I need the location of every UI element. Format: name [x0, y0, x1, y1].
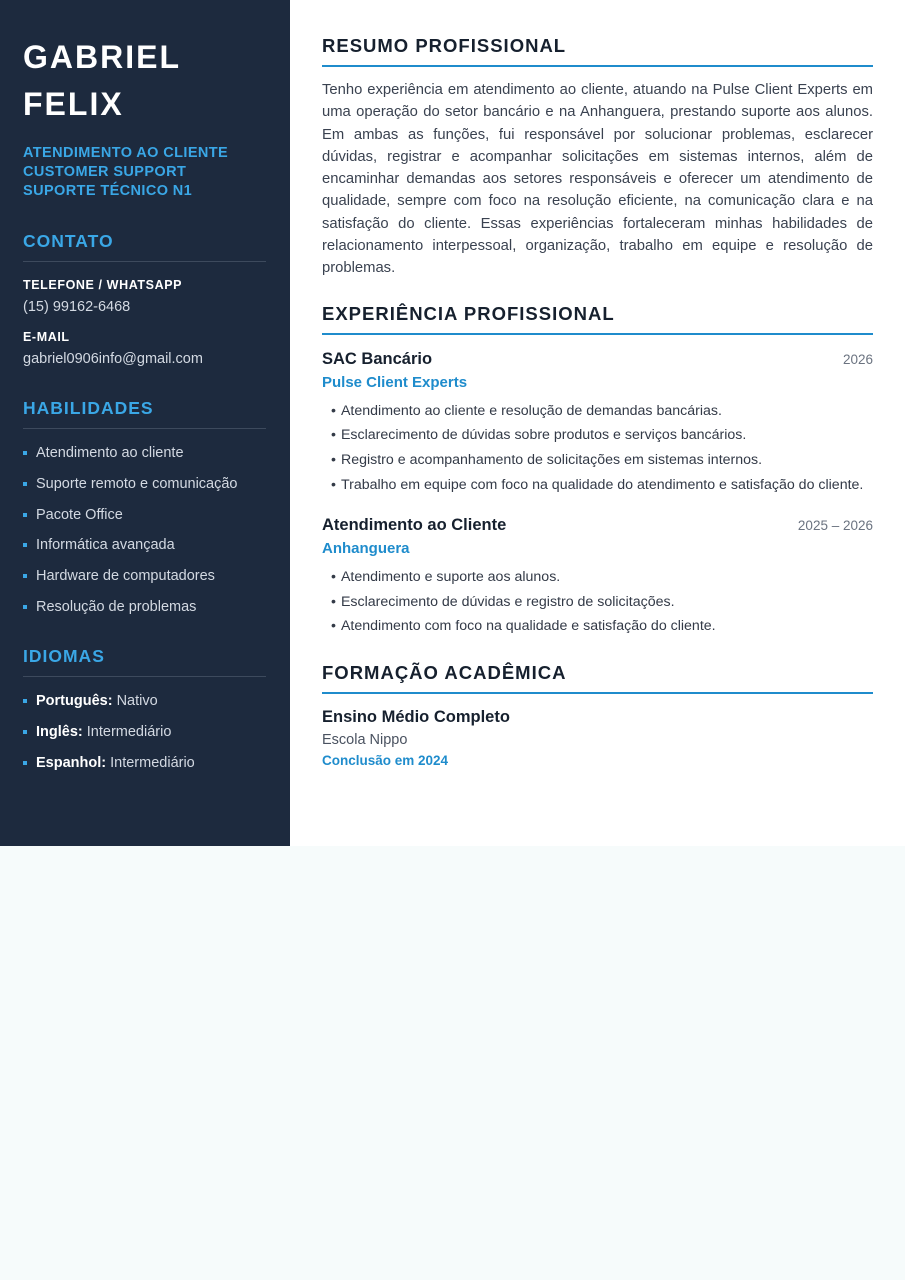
bullet-dot-icon: •: [331, 593, 336, 610]
bullet-text: Esclarecimento de dúvidas e registro de solicitações.: [340, 593, 675, 610]
bullet-dot-icon: •: [331, 427, 336, 444]
skill-item: [23, 566, 267, 586]
bullet-text: Atendimento e suporte aos alunos.: [340, 568, 561, 585]
skill-item: [23, 505, 267, 525]
skills-heading: HABILIDADES: [23, 397, 266, 429]
square-bullet-icon: [23, 730, 27, 734]
job-bullet: [322, 423, 873, 448]
job-date: 2026: [842, 351, 873, 367]
role-list: [23, 144, 267, 201]
square-bullet-icon: [23, 513, 27, 517]
skills-list: [23, 443, 267, 617]
square-bullet-icon: [23, 482, 27, 486]
company-name: Pulse Client Experts: [322, 373, 468, 391]
degree-title: Ensino Médio Completo: [322, 708, 510, 727]
job-title: Atendimento ao Cliente: [322, 515, 507, 534]
job-title: SAC Bancário: [322, 349, 433, 368]
education-entry: [322, 706, 873, 770]
job-entry: [322, 514, 873, 639]
role-title: CUSTOMER SUPPORT: [23, 164, 187, 180]
square-bullet-icon: [23, 574, 27, 578]
skill-item: [23, 535, 267, 555]
candidate-name: [23, 34, 267, 128]
square-bullet-icon: [23, 451, 27, 455]
language-name: Espanhol:: [36, 754, 107, 771]
contact-heading: CONTATO: [23, 230, 266, 262]
square-bullet-icon: [23, 699, 27, 703]
name-line-first: GABRIEL: [23, 39, 181, 75]
job-date: 2025 – 2026: [797, 517, 873, 533]
skill-item: [23, 443, 267, 463]
email-value: gabriel0906info@gmail.com: [23, 351, 203, 367]
skill-item: [23, 474, 267, 494]
square-bullet-icon: [23, 761, 27, 765]
bullet-dot-icon: •: [331, 452, 336, 469]
skill-label: Informática avançada: [36, 537, 175, 554]
square-bullet-icon: [23, 605, 27, 609]
bullet-text: Esclarecimento de dúvidas sobre produtos e serviços bancários.: [340, 427, 747, 444]
skill-item: [23, 597, 267, 617]
email-label: E-MAIL: [23, 330, 70, 344]
square-bullet-icon: [23, 543, 27, 547]
phone-block: [23, 277, 267, 317]
bullet-text: Trabalho em equipe com foco na qualidade do atendimento e satisfação do cliente.: [340, 477, 864, 494]
job-bullets: [322, 399, 873, 498]
language-name: Inglês:: [36, 723, 83, 740]
graduation-year: Conclusão em 2024: [322, 753, 449, 769]
phone-value: (15) 99162-6468: [23, 299, 131, 315]
role-title: SUPORTE TÉCNICO N1: [23, 183, 193, 199]
name-line-last: FELIX: [23, 86, 124, 122]
bullet-text: Registro e acompanhamento de solicitações em sistemas internos.: [340, 452, 763, 469]
job-bullet: [322, 565, 873, 590]
email-block: [23, 329, 267, 369]
experience-heading: EXPERIÊNCIA PROFISSIONAL: [322, 302, 873, 335]
job-header: [322, 514, 873, 536]
skill-label: Atendimento ao cliente: [36, 445, 184, 461]
job-header: [322, 348, 873, 370]
main-content: [290, 0, 905, 846]
skill-label: Pacote Office: [36, 506, 123, 523]
language-item: [23, 691, 267, 711]
school-name: Escola Nippo: [322, 732, 408, 749]
job-bullet: [322, 590, 873, 615]
bullet-dot-icon: •: [331, 477, 336, 494]
job-bullet: [322, 614, 873, 639]
summary-text: Tenho experiência em atendimento ao cliente, atuando na Pulse Client Experts em uma operação do setor bancário e na Anhanguera, prestando suporte aos alunos. Em ambas as funções, fui responsável por solucionar problemas, esclarecer dúvidas, registrar e acompanhar solicitações em sistemas internos, além de encaminhar demandas aos setores responsáveis e oferecer um atendimento de qualidade, sempre com foco na resolução eficiente, na comunicação clara e na satisfação do cliente. Essas experiências fortaleceram minhas habilidades de relacionamento interpessoal, organização, trabalho em equipe e resolução de problemas.: [322, 82, 873, 277]
job-bullet: [322, 448, 873, 473]
language-item: [23, 722, 267, 742]
phone-label: TELEFONE / WHATSAPP: [23, 278, 183, 292]
skill-label: Resolução de problemas: [36, 598, 197, 615]
bullet-dot-icon: •: [331, 618, 336, 635]
skill-label: Hardware de computadores: [36, 568, 215, 585]
summary-heading: RESUMO PROFISSIONAL: [322, 34, 873, 67]
language-level: Intermediário: [86, 723, 172, 740]
languages-heading: IDIOMAS: [23, 645, 266, 677]
job-bullet: [322, 399, 873, 424]
bullet-dot-icon: •: [331, 568, 336, 585]
language-name: Português:: [36, 692, 113, 709]
role-title: ATENDIMENTO AO CLIENTE: [23, 145, 229, 161]
languages-list: [23, 691, 267, 773]
job-entry: [322, 348, 873, 498]
bullet-text: Atendimento ao cliente e resolução de demandas bancárias.: [340, 402, 722, 419]
job-bullets: [322, 565, 873, 639]
bullet-text: Atendimento com foco na qualidade e satisfação do cliente.: [340, 618, 716, 635]
language-item: [23, 753, 267, 773]
company-name: Anhanguera: [322, 539, 410, 557]
job-bullet: [322, 473, 873, 498]
sidebar: [0, 0, 290, 846]
language-level: Nativo: [116, 692, 158, 709]
language-level: Intermediário: [110, 754, 195, 771]
bullet-dot-icon: •: [331, 402, 336, 419]
skill-label: Suporte remoto e comunicação: [36, 475, 238, 492]
education-heading: FORMAÇÃO ACADÊMICA: [322, 661, 873, 694]
